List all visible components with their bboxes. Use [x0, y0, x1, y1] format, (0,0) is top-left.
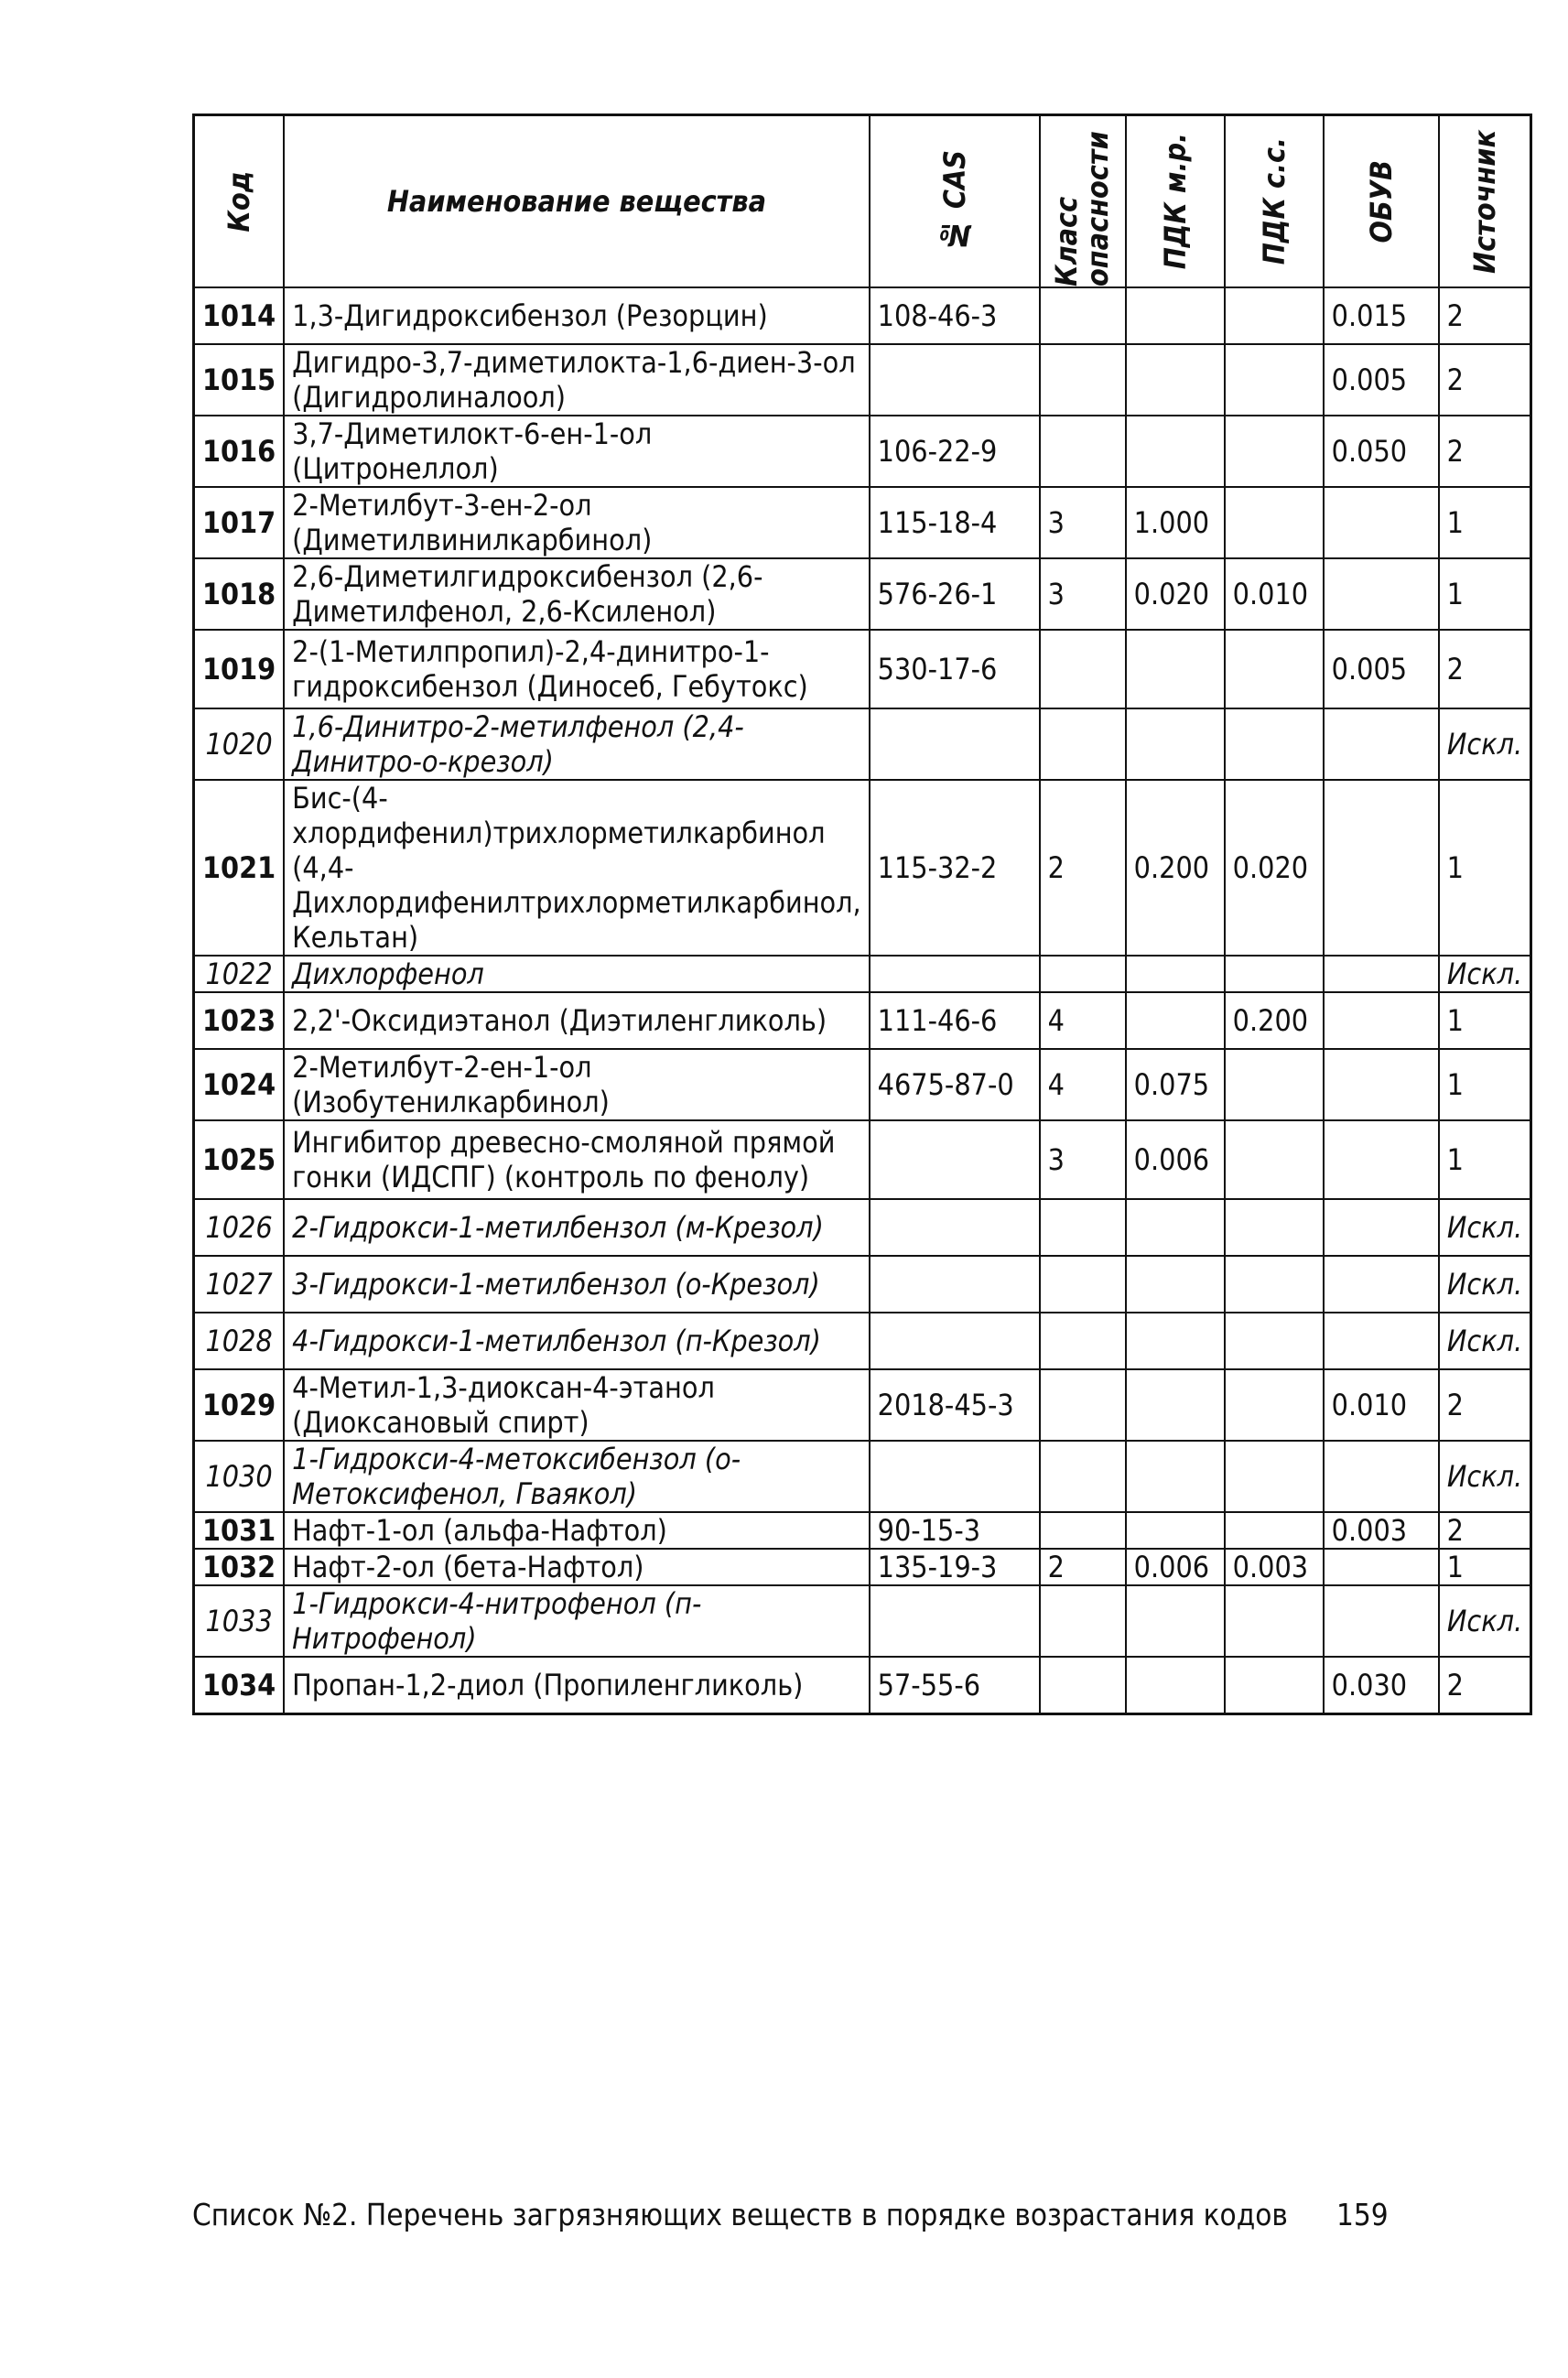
cell-pdk-ss	[1225, 1369, 1324, 1441]
cell-name: 1,3-Дигидроксибензол (Резорцин)	[284, 287, 870, 344]
cell-code: 1018	[194, 558, 285, 630]
cell-hazard-class: 2	[1040, 780, 1126, 956]
cell-name: 3,7-Диметилокт-6-ен-1-ол (Цитронеллол)	[284, 416, 870, 487]
cell-name: Бис-(4-хлордифенил)трихлорметилкарбинол (4,4-Дихлордифенилтрихлорметилкарбинол, Кельтан)	[284, 780, 870, 956]
table-row	[194, 487, 1531, 558]
cell-cas	[870, 1585, 1040, 1657]
cell-name: Дигидро-3,7-диметилокта-1,6-диен-3-ол (Дигидролиналоол)	[284, 344, 870, 416]
cell-cas	[870, 1441, 1040, 1512]
table-row	[194, 1585, 1531, 1657]
cell-source: 2	[1439, 1512, 1531, 1549]
cell-obuv	[1324, 956, 1439, 992]
cell-code: 1034	[194, 1657, 285, 1713]
table-row	[194, 780, 1531, 956]
cell-code: 1032	[194, 1549, 285, 1585]
cell-hazard-class	[1040, 956, 1126, 992]
cell-cas	[870, 956, 1040, 992]
table-row	[194, 416, 1531, 487]
cell-pdk-ss	[1225, 1313, 1324, 1369]
cell-obuv: 0.003	[1324, 1512, 1439, 1549]
cell-code: 1014	[194, 287, 285, 344]
cell-code: 1025	[194, 1120, 285, 1199]
cell-code: 1033	[194, 1585, 285, 1657]
cell-pdk-ss: 0.020	[1225, 780, 1324, 956]
cell-cas	[870, 708, 1040, 780]
cell-source: Искл.	[1439, 1256, 1531, 1313]
table-row	[194, 558, 1531, 630]
cell-code: 1028	[194, 1313, 285, 1369]
cell-pdk-ss	[1225, 1441, 1324, 1512]
table-row	[194, 1657, 1531, 1713]
cell-pdk-ss	[1225, 487, 1324, 558]
cell-obuv: 0.030	[1324, 1657, 1439, 1713]
table-row	[194, 1049, 1531, 1120]
cell-hazard-class	[1040, 1441, 1126, 1512]
header-pdk-mr: ПДК м.р.	[1126, 115, 1225, 288]
cell-pdk-mr	[1126, 1441, 1225, 1512]
cell-pdk-mr	[1126, 1585, 1225, 1657]
header-source: Источник	[1439, 115, 1531, 288]
cell-pdk-mr	[1126, 1369, 1225, 1441]
cell-name: 1,6-Динитро-2-метилфенол (2,4-Динитро-о-крезол)	[284, 708, 870, 780]
cell-pdk-ss	[1225, 1585, 1324, 1657]
cell-name: 3-Гидрокси-1-метилбензол (о-Крезол)	[284, 1256, 870, 1313]
cell-source: 1	[1439, 1549, 1531, 1585]
table-row	[194, 1549, 1531, 1585]
cell-pdk-mr	[1126, 1512, 1225, 1549]
cell-pdk-ss	[1225, 1049, 1324, 1120]
table-row	[194, 344, 1531, 416]
cell-pdk-ss	[1225, 630, 1324, 708]
cell-obuv: 0.010	[1324, 1369, 1439, 1441]
cell-obuv	[1324, 992, 1439, 1049]
cell-name: 2-(1-Метилпропил)-2,4-динитро-1-гидроксибензол (Диносеб, Гебутокс)	[284, 630, 870, 708]
cell-cas: 111-46-6	[870, 992, 1040, 1049]
cell-source: 1	[1439, 1049, 1531, 1120]
cell-name: 1-Гидрокси-4-нитрофенол (п-Нитрофенол)	[284, 1585, 870, 1657]
cell-obuv	[1324, 487, 1439, 558]
cell-hazard-class	[1040, 1512, 1126, 1549]
header-row	[194, 115, 1531, 288]
cell-code: 1030	[194, 1441, 285, 1512]
cell-pdk-ss	[1225, 1199, 1324, 1256]
cell-name: 2-Метилбут-2-ен-1-ол (Изобутенилкарбинол)	[284, 1049, 870, 1120]
cell-source: Искл.	[1439, 1441, 1531, 1512]
cell-hazard-class: 4	[1040, 1049, 1126, 1120]
cell-source: 1	[1439, 1120, 1531, 1199]
cell-pdk-mr	[1126, 344, 1225, 416]
cell-source: 2	[1439, 1657, 1531, 1713]
cell-pdk-mr: 0.200	[1126, 780, 1225, 956]
cell-obuv	[1324, 1120, 1439, 1199]
cell-hazard-class	[1040, 1585, 1126, 1657]
cell-obuv	[1324, 1256, 1439, 1313]
cell-source: 2	[1439, 1369, 1531, 1441]
cell-obuv	[1324, 558, 1439, 630]
cell-cas: 115-32-2	[870, 780, 1040, 956]
table-row	[194, 1199, 1531, 1256]
table-row	[194, 630, 1531, 708]
cell-name: Дихлорфенол	[284, 956, 870, 992]
cell-name: 1-Гидрокси-4-метоксибензол (о-Метоксифенол, Гваякол)	[284, 1441, 870, 1512]
cell-pdk-mr	[1126, 416, 1225, 487]
cell-name: Нафт-1-ол (альфа-Нафтол)	[284, 1512, 870, 1549]
cell-code: 1031	[194, 1512, 285, 1549]
cell-source: 2	[1439, 416, 1531, 487]
cell-hazard-class: 3	[1040, 487, 1126, 558]
cell-hazard-class: 3	[1040, 1120, 1126, 1199]
cell-hazard-class	[1040, 1657, 1126, 1713]
cell-obuv: 0.005	[1324, 630, 1439, 708]
cell-name: Нафт-2-ол (бета-Нафтол)	[284, 1549, 870, 1585]
cell-obuv	[1324, 1585, 1439, 1657]
cell-source: Искл.	[1439, 708, 1531, 780]
cell-pdk-mr	[1126, 956, 1225, 992]
table-row	[194, 1120, 1531, 1199]
cell-obuv	[1324, 708, 1439, 780]
cell-code: 1026	[194, 1199, 285, 1256]
cell-pdk-mr	[1126, 630, 1225, 708]
cell-hazard-class	[1040, 344, 1126, 416]
cell-pdk-mr	[1126, 1256, 1225, 1313]
header-name: Наименование вещества	[284, 115, 870, 288]
cell-pdk-mr	[1126, 1657, 1225, 1713]
cell-pdk-mr	[1126, 708, 1225, 780]
table-row	[194, 1256, 1531, 1313]
cell-hazard-class	[1040, 1369, 1126, 1441]
table-body	[194, 287, 1531, 1713]
cell-source: 2	[1439, 344, 1531, 416]
cell-pdk-ss	[1225, 287, 1324, 344]
cell-name: 2,6-Диметилгидроксибензол (2,6-Диметилфенол, 2,6-Ксиленол)	[284, 558, 870, 630]
footer-caption: Список №2. Перечень загрязняющих веществ в порядке возрастания кодов	[192, 2197, 1288, 2232]
cell-code: 1020	[194, 708, 285, 780]
cell-cas: 530-17-6	[870, 630, 1040, 708]
header-cas: № CAS	[870, 115, 1040, 288]
cell-pdk-mr: 0.006	[1126, 1549, 1225, 1585]
cell-cas: 108-46-3	[870, 287, 1040, 344]
cell-hazard-class	[1040, 630, 1126, 708]
cell-obuv	[1324, 1049, 1439, 1120]
cell-cas: 115-18-4	[870, 487, 1040, 558]
cell-cas: 4675-87-0	[870, 1049, 1040, 1120]
cell-obuv	[1324, 1549, 1439, 1585]
cell-code: 1017	[194, 487, 285, 558]
cell-obuv: 0.005	[1324, 344, 1439, 416]
cell-hazard-class	[1040, 416, 1126, 487]
cell-pdk-mr: 0.020	[1126, 558, 1225, 630]
cell-pdk-ss	[1225, 1120, 1324, 1199]
cell-pdk-mr: 0.006	[1126, 1120, 1225, 1199]
cell-pdk-ss: 0.003	[1225, 1549, 1324, 1585]
cell-name: 2-Метилбут-3-ен-2-ол (Диметилвинилкарбинол)	[284, 487, 870, 558]
cell-pdk-ss	[1225, 1256, 1324, 1313]
cell-name: 4-Гидрокси-1-метилбензол (п-Крезол)	[284, 1313, 870, 1369]
cell-pdk-ss	[1225, 708, 1324, 780]
cell-obuv	[1324, 780, 1439, 956]
cell-source: 1	[1439, 992, 1531, 1049]
cell-code: 1022	[194, 956, 285, 992]
cell-source: 1	[1439, 780, 1531, 956]
cell-hazard-class	[1040, 1256, 1126, 1313]
cell-code: 1027	[194, 1256, 285, 1313]
cell-pdk-ss: 0.200	[1225, 992, 1324, 1049]
cell-pdk-ss	[1225, 416, 1324, 487]
cell-pdk-mr	[1126, 1313, 1225, 1369]
cell-pdk-ss	[1225, 1657, 1324, 1713]
cell-cas: 576-26-1	[870, 558, 1040, 630]
cell-obuv: 0.015	[1324, 287, 1439, 344]
cell-obuv	[1324, 1441, 1439, 1512]
cell-code: 1023	[194, 992, 285, 1049]
cell-cas: 106-22-9	[870, 416, 1040, 487]
cell-hazard-class: 2	[1040, 1549, 1126, 1585]
cell-source: Искл.	[1439, 1199, 1531, 1256]
cell-pdk-ss	[1225, 956, 1324, 992]
page-number: 159	[1336, 2197, 1389, 2232]
cell-name: Ингибитор древесно-смоляной прямой гонки (ИДСПГ) (контроль по фенолу)	[284, 1120, 870, 1199]
cell-obuv: 0.050	[1324, 416, 1439, 487]
table-row	[194, 708, 1531, 780]
header-hazard-class: Класс опасности	[1040, 115, 1126, 288]
cell-cas: 90-15-3	[870, 1512, 1040, 1549]
cell-cas	[870, 1199, 1040, 1256]
cell-pdk-ss	[1225, 1512, 1324, 1549]
header-code: Код	[194, 115, 285, 288]
cell-cas	[870, 1256, 1040, 1313]
cell-cas: 57-55-6	[870, 1657, 1040, 1713]
cell-code: 1016	[194, 416, 285, 487]
cell-cas	[870, 344, 1040, 416]
cell-pdk-mr	[1126, 287, 1225, 344]
cell-hazard-class: 3	[1040, 558, 1126, 630]
table-row	[194, 287, 1531, 344]
cell-pdk-mr	[1126, 1199, 1225, 1256]
table-row	[194, 1313, 1531, 1369]
cell-hazard-class	[1040, 1313, 1126, 1369]
cell-cas: 135-19-3	[870, 1549, 1040, 1585]
table-row	[194, 1512, 1531, 1549]
cell-pdk-mr	[1126, 992, 1225, 1049]
cell-source: 1	[1439, 558, 1531, 630]
substances-table	[192, 113, 1532, 1715]
table-row	[194, 992, 1531, 1049]
cell-pdk-ss	[1225, 344, 1324, 416]
cell-hazard-class	[1040, 1199, 1126, 1256]
cell-hazard-class	[1040, 708, 1126, 780]
cell-source: 2	[1439, 287, 1531, 344]
cell-code: 1024	[194, 1049, 285, 1120]
cell-source: Искл.	[1439, 956, 1531, 992]
cell-code: 1029	[194, 1369, 285, 1441]
cell-source: 1	[1439, 487, 1531, 558]
header-obuv: ОБУВ	[1324, 115, 1439, 288]
cell-name: 2,2'-Оксидиэтанол (Диэтиленгликоль)	[284, 992, 870, 1049]
cell-cas	[870, 1313, 1040, 1369]
cell-hazard-class	[1040, 287, 1126, 344]
cell-code: 1015	[194, 344, 285, 416]
cell-code: 1019	[194, 630, 285, 708]
cell-pdk-mr: 0.075	[1126, 1049, 1225, 1120]
cell-source: Искл.	[1439, 1585, 1531, 1657]
cell-name: 4-Метил-1,3-диоксан-4-этанол (Диоксановый спирт)	[284, 1369, 870, 1441]
cell-pdk-mr: 1.000	[1126, 487, 1225, 558]
table-row	[194, 1441, 1531, 1512]
cell-source: Искл.	[1439, 1313, 1531, 1369]
cell-cas	[870, 1120, 1040, 1199]
cell-obuv	[1324, 1199, 1439, 1256]
cell-name: 2-Гидрокси-1-метилбензол (м-Крезол)	[284, 1199, 870, 1256]
cell-cas: 2018-45-3	[870, 1369, 1040, 1441]
cell-code: 1021	[194, 780, 285, 956]
table-row	[194, 1369, 1531, 1441]
cell-source: 2	[1439, 630, 1531, 708]
cell-name: Пропан-1,2-диол (Пропиленгликоль)	[284, 1657, 870, 1713]
cell-hazard-class: 4	[1040, 992, 1126, 1049]
header-pdk-ss: ПДК с.с.	[1225, 115, 1324, 288]
cell-pdk-ss: 0.010	[1225, 558, 1324, 630]
table-row	[194, 956, 1531, 992]
cell-obuv	[1324, 1313, 1439, 1369]
